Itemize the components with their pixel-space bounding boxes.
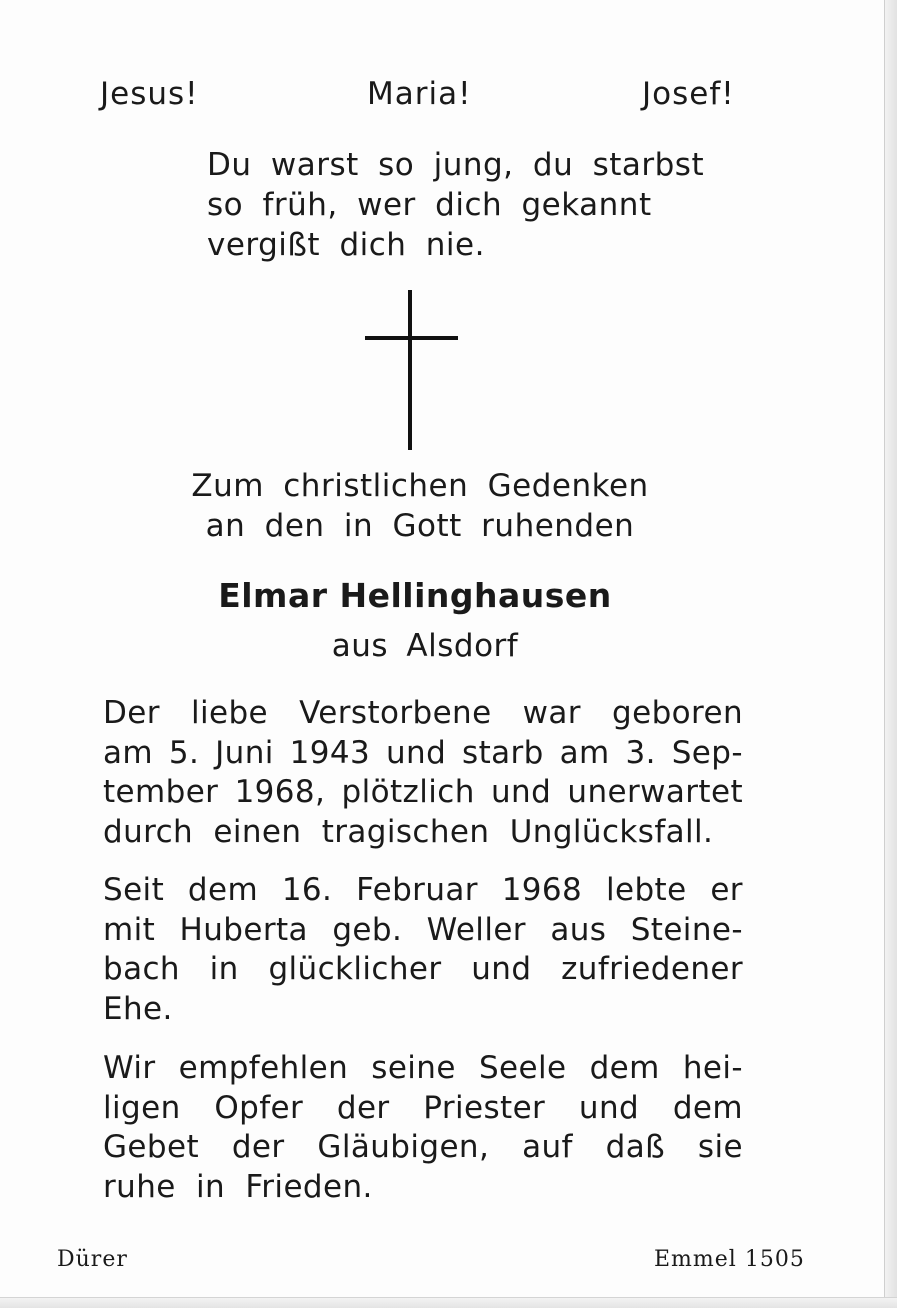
- word: geb.: [332, 911, 403, 948]
- word: dem: [589, 1050, 660, 1086]
- word: Juni: [215, 734, 274, 771]
- word: Huberta: [179, 911, 308, 948]
- paragraph-line: [103, 990, 743, 1030]
- paragraph-line: [103, 1168, 743, 1208]
- dedication-line: an den in Gott ruhenden: [205, 508, 635, 544]
- paragraph-line: [103, 1128, 743, 1168]
- card-edge-bottom: [0, 1297, 897, 1308]
- paragraph-line: [103, 911, 743, 951]
- word: und: [578, 1089, 640, 1126]
- word: 1968: [501, 872, 583, 908]
- deceased-origin: aus Alsdorf: [331, 628, 519, 664]
- word: Sep-: [671, 734, 743, 771]
- word: 16.: [281, 872, 333, 908]
- word: tragischen: [321, 813, 490, 850]
- word: Gebet: [103, 1129, 199, 1165]
- memorial-dedication: [120, 466, 720, 546]
- word: auf: [522, 1129, 573, 1165]
- paragraph-marriage: [103, 871, 743, 1029]
- deceased-name: Elmar Hellinghausen: [218, 576, 612, 615]
- paragraph-line: [103, 871, 743, 911]
- invocation-jesus: Jesus!: [100, 76, 199, 112]
- footer-publisher: Emmel 1505: [654, 1247, 805, 1272]
- word: Frieden.: [245, 1168, 373, 1205]
- word: lebte: [605, 872, 687, 908]
- word: geboren: [612, 695, 743, 731]
- word: war: [522, 695, 581, 731]
- word: Seele: [478, 1050, 567, 1086]
- paragraph-line: [103, 773, 743, 813]
- word: empfehlen: [178, 1050, 349, 1086]
- word: dem: [672, 1089, 743, 1126]
- paragraph-biography: [103, 694, 743, 852]
- word: am: [103, 734, 153, 771]
- word: hei-: [682, 1050, 743, 1086]
- paragraph-line: [103, 1049, 743, 1089]
- word: am: [559, 734, 610, 771]
- word: glücklicher: [268, 951, 442, 987]
- word: Seit: [103, 872, 165, 908]
- word: Ehe.: [103, 990, 173, 1027]
- cross-icon: [365, 290, 458, 450]
- word: und: [385, 734, 447, 771]
- word: Steine-: [630, 911, 743, 948]
- word: Gläubigen,: [317, 1129, 490, 1165]
- word: daß: [605, 1129, 666, 1165]
- word: Verstorbene: [299, 695, 492, 731]
- word: er: [710, 872, 743, 908]
- verse-line: vergißt dich nie.: [207, 227, 485, 263]
- paragraph-line: [103, 813, 743, 853]
- word: mit: [103, 911, 156, 948]
- word: und: [471, 951, 532, 987]
- invocation-josef: Josef!: [642, 76, 735, 112]
- word: Wir: [103, 1050, 156, 1086]
- word: dem: [187, 872, 259, 908]
- verse-line: Du warst so jung, du starbst: [207, 147, 705, 183]
- word: tember: [103, 774, 219, 810]
- word: 1968,: [234, 774, 326, 810]
- invocation-maria: Maria!: [367, 76, 472, 112]
- paragraph-line: [103, 950, 743, 990]
- dedication-line: Zum christlichen Gedenken: [191, 468, 649, 504]
- word: 3.: [625, 734, 656, 771]
- word: liebe: [190, 695, 269, 731]
- word: seine: [371, 1050, 456, 1086]
- paragraph-line: [103, 694, 743, 734]
- word: in: [195, 1168, 226, 1205]
- paragraph-line: [103, 734, 743, 774]
- word: der: [336, 1089, 390, 1126]
- word: starb: [462, 734, 544, 771]
- word: Unglücksfall.: [509, 813, 714, 850]
- footer-artist: Dürer: [57, 1247, 128, 1272]
- word: in: [209, 951, 239, 987]
- paragraph-line: [103, 1089, 743, 1129]
- paragraph-prayer: [103, 1049, 743, 1207]
- verse-line: so früh, wer dich gekannt: [207, 187, 652, 223]
- word: zufriedener: [561, 951, 743, 987]
- word: sie: [697, 1129, 743, 1165]
- word: Weller: [426, 911, 526, 948]
- verse: [207, 145, 704, 265]
- card-edge-right: [884, 0, 897, 1308]
- word: einen: [213, 813, 302, 850]
- word: unerwartet: [567, 774, 743, 810]
- word: durch: [103, 813, 194, 850]
- word: 1943: [289, 734, 371, 771]
- word: ruhe: [103, 1168, 176, 1205]
- word: und: [490, 774, 552, 810]
- word: Priester: [423, 1089, 546, 1126]
- word: plötzlich: [341, 774, 475, 810]
- word: bach: [103, 951, 180, 987]
- word: aus: [550, 911, 607, 948]
- word: Der: [103, 695, 160, 731]
- word: Februar: [356, 872, 478, 908]
- word: 5.: [168, 734, 200, 771]
- word: Opfer: [214, 1089, 304, 1126]
- word: der: [231, 1129, 285, 1165]
- word: ligen: [103, 1089, 181, 1126]
